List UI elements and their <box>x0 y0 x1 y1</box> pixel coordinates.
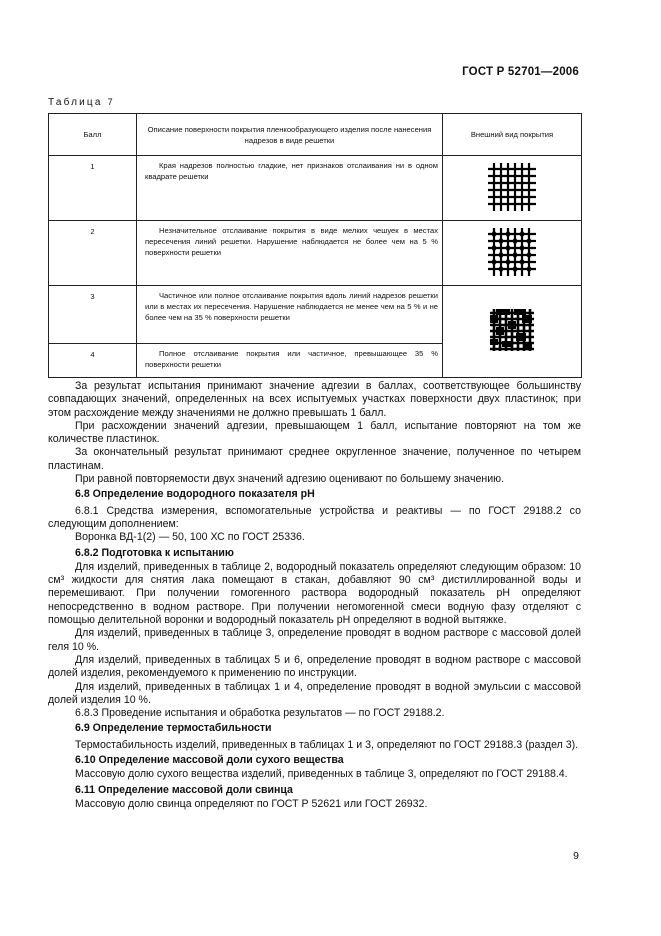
body-text <box>48 380 581 811</box>
paragraph: Массовую долю сухого вещества изделий, приведенных в таблице 3, определяют по ГОСТ 29188.4. <box>75 768 568 781</box>
grid-partial-flaking-icon <box>488 307 536 353</box>
grade-cell: 3 <box>49 286 137 344</box>
section-heading: 6.9 Определение термостабильности <box>75 722 272 735</box>
appearance-cell <box>443 221 582 286</box>
paragraph: Термостабильность изделий, приведенных в таблицах 1 и 3, определяют по ГОСТ 29188.3 (раздел 3). <box>75 738 579 751</box>
appearance-cell <box>443 156 582 221</box>
table-caption-word: Таблица <box>48 97 103 108</box>
table-row <box>49 286 582 344</box>
description-cell: Края надрезов полностью гладкие, нет признаков отслаивания ни в одном квадрате решетки <box>137 156 443 221</box>
page-number: 9 <box>573 850 579 862</box>
table-caption <box>48 97 113 108</box>
paragraph: Массовую долю свинца определяют по ГОСТ Р 52621 или ГОСТ 26932. <box>75 797 428 810</box>
paragraph: Для изделий, приведенных в таблицах 1 и 4, определение проводят в водной эмульсии с массовой долей изделия 10 %. <box>48 680 581 706</box>
description-cell: Незначительное отслаивание покрытия в виде мелких чешуек в местах пересечения линий решетки. Нарушение наблюдается не более чем на 5 % поверхности решетки <box>137 221 443 286</box>
section-heading: 6.11 Определение массовой доли свинца <box>75 783 293 796</box>
paragraph: За результат испытания принимают значение адгезии в баллах, соответствующее большинству совпадающих значений, определенных на всех испытуемых участках поверхности двух пластинок; при этом расхождение между значениями не должно превышать 1 балл. <box>48 380 581 419</box>
paragraph: Для изделий, приведенных в таблицах 5 и 6, определение проводят в водном растворе с массовой долей изделия, рекомендуемого к применению по инструкции. <box>48 653 581 680</box>
paragraph: Для изделий, приведенных в таблице 3, определение проводят в водном растворе с массовой долей геля 10 %. <box>48 627 581 653</box>
table-row <box>49 156 582 221</box>
grid-minor-flaking-icon <box>486 226 538 278</box>
section-heading: 6.8 Определение водородного показателя pH <box>75 488 315 501</box>
grid-clean-icon <box>486 161 538 213</box>
column-header-appearance: Внешний вид покрытия <box>443 114 582 156</box>
paragraph: Воронка ВД-1(2) — 50, 100 ХС по ГОСТ 25336. <box>75 531 305 544</box>
paragraph: 6.8.3 Проведение испытания и обработка результатов — по ГОСТ 29188.2. <box>75 707 445 720</box>
paragraph: При равной повторяемости двух значений адгезию оценивают по большему значению. <box>75 473 505 486</box>
paragraph: Для изделий, приведенных в таблице 2, водородный показатель определяют следующим образом: 10 см³ жидкости для снятия лака помещают в стакан, добавляют 90 см³ дистиллированной воды и перемешивают. При получении гомогенного раствора водородный показатель pH определяют непосредственно в водном растворе. При получении негомогенной смеси водную фазу отделяют с помощью делительной воронки и водородный показатель pH определяют в водной вытяжке. <box>48 560 581 627</box>
appearance-cell <box>443 286 582 378</box>
paragraph: 6.8.1 Средства измерения, вспомогательные устройства и реактивы — по ГОСТ 29188.2 со следующим дополнением: <box>48 504 581 530</box>
section-heading: 6.10 Определение массовой доли сухого вещества <box>75 754 344 767</box>
description-cell: Частичное или полное отслаивание покрытия вдоль линий надрезов решетки или в местах их пересечения. Нарушение наблюдается не менее чем на 5 % и не более чем на 35 % поверхности решетки <box>137 286 443 344</box>
adhesion-grade-table <box>48 113 582 378</box>
grade-cell: 2 <box>49 221 137 286</box>
grade-cell: 4 <box>49 344 137 378</box>
table-header-row <box>49 114 582 156</box>
paragraph: При расхождении значений адгезии, превышающем 1 балл, испытание повторяют на том же количестве пластинок. <box>48 419 581 446</box>
standard-id: ГОСТ Р 52701—2006 <box>462 66 579 78</box>
description-cell: Полное отслаивание покрытия или частичное, превышающее 35 % поверхности решетки <box>137 344 443 378</box>
paragraph: За окончательный результат принимают среднее округленное значение, полученное по четырем пластинам. <box>48 446 581 472</box>
grade-cell: 1 <box>49 156 137 221</box>
section-heading: 6.8.2 Подготовка к испытанию <box>75 546 234 559</box>
column-header-grade: Балл <box>49 114 137 156</box>
table-row <box>49 221 582 286</box>
column-header-description: Описание поверхности покрытия пленкообразующего изделия после нанесения надрезов в виде решетки <box>137 114 443 156</box>
table-caption-number: 7 <box>107 97 113 107</box>
